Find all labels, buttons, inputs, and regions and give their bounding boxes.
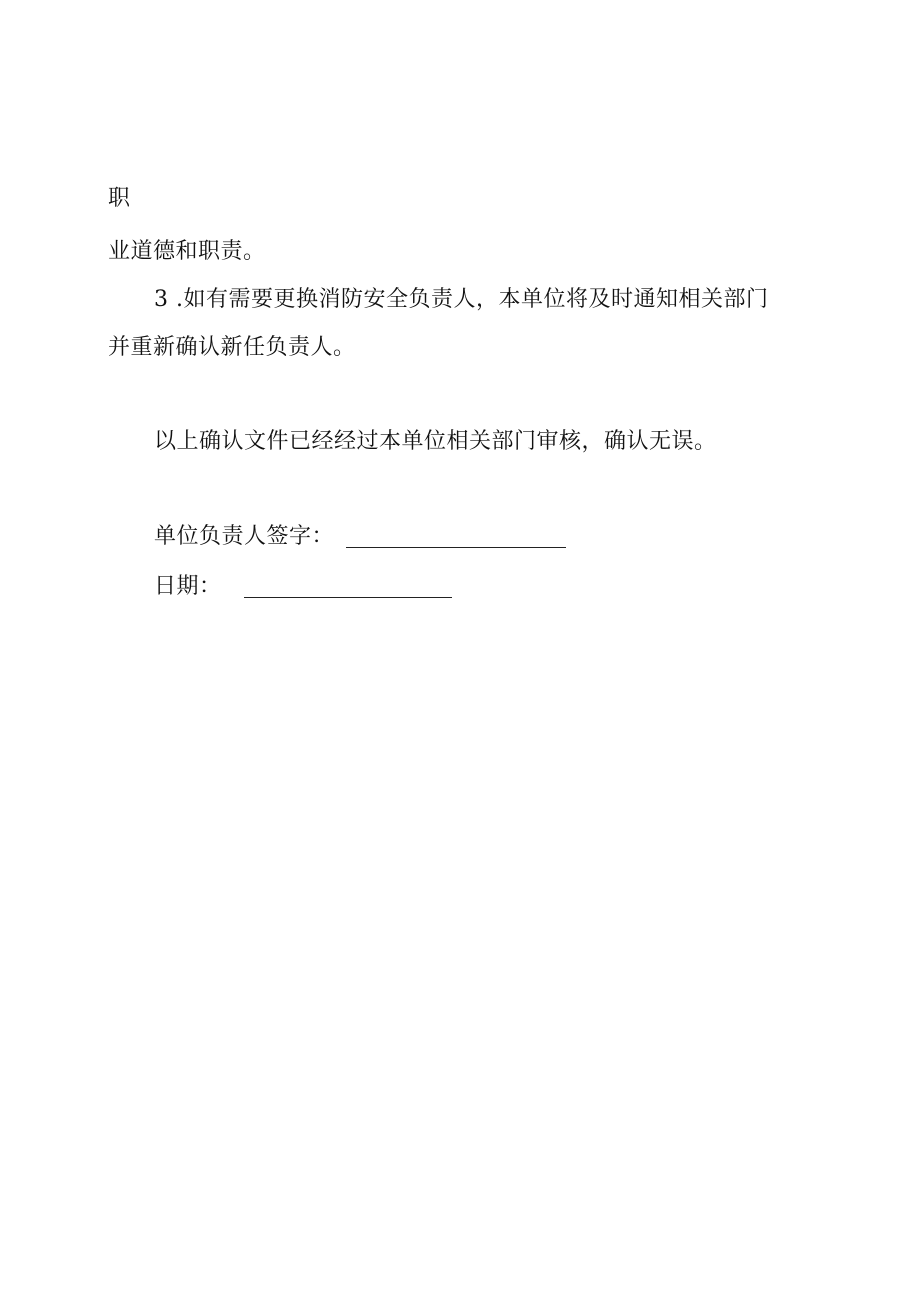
date-row — [154, 572, 452, 602]
clause-3-continuation: 并重新确认新任负责人。 — [108, 335, 356, 360]
date-blank-line[interactable] — [244, 575, 452, 598]
clause-3: 3 .如有需要更换消防安全负责人，本单位将及时通知相关部门 — [154, 287, 769, 312]
text-line-fragment: 职 — [108, 186, 131, 211]
signature-blank-line[interactable] — [346, 525, 566, 548]
date-label: 日期： — [154, 574, 222, 599]
signature-row — [154, 522, 566, 552]
text-line-duty: 业道德和职责。 — [108, 239, 266, 264]
signature-label: 单位负责人签字： — [154, 524, 335, 549]
confirmation-statement: 以上确认文件已经经过本单位相关部门审核，确认无误。 — [154, 429, 717, 454]
